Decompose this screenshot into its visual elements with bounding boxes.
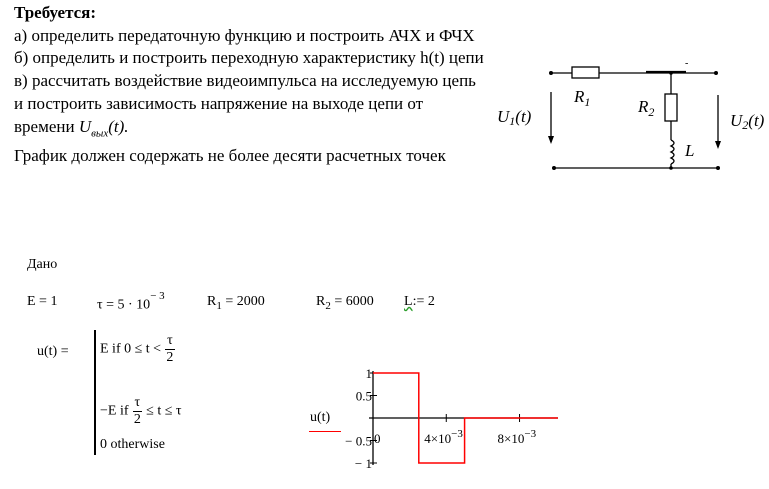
svg-text:-: - [685, 58, 689, 69]
task-item-a: а) определить передаточную функцию и построить АЧХ и ФЧХ [14, 25, 475, 45]
label-u2: U2(t) [730, 111, 765, 132]
y-tick-label: − 1 [354, 456, 372, 471]
y-tick-label: 1 [365, 366, 372, 381]
y-tick-label: 0.5 [355, 388, 372, 404]
given-r2: $R_2 = 6000$ [316, 294, 374, 312]
plot-y-label: u(t) [310, 410, 331, 425]
label-r2: $R_2$ [638, 97, 655, 119]
given-e: E = 1 [27, 294, 58, 309]
piecewise-row-1: E if 0 ≤ t < $\frac{\tau}{2}$ [100, 333, 174, 365]
x-tick-label: 0 [374, 431, 381, 446]
label-l: L [685, 141, 695, 160]
piecewise-row-2: −E if $\frac{\tau}{2}$ ≤ t ≤ τ [100, 395, 182, 427]
x-tick-label: $8\times 10^{-3}$ [497, 428, 537, 446]
task-item-b: б) определить и построить переходную характеристику h(t) цепи [14, 48, 484, 68]
piecewise-row-3: 0 otherwise [100, 437, 165, 452]
given-tau: $\tau = 5 \cdot 10^{- 3}$ [97, 290, 165, 313]
y-tick-label: − 0.5 [345, 433, 372, 449]
task-note: График должен содержать не более десяти расчетных точек [14, 145, 446, 165]
x-tick-label: $4\times 10^{-3}$ [424, 428, 463, 446]
given-l[interactable]: L:= 2 [404, 294, 435, 309]
uout-symbol: $U_{вых}(t)$. [78, 116, 129, 139]
given-label: Дано [27, 257, 58, 272]
task-heading: Требуется: [14, 3, 97, 22]
given-r1: $R_1 = 2000$ [207, 294, 265, 312]
piecewise-lhs: u(t) = [37, 344, 69, 359]
label-u1: U1(t) [497, 107, 532, 128]
label-r1: $R_1$ [574, 87, 591, 109]
task-item-c: в) рассчитать воздействие видеоимпульса на исследуемую цепь и построить зависимость напряжение на выходе цепи от времени $U_{вых}(t)$. [14, 71, 476, 139]
